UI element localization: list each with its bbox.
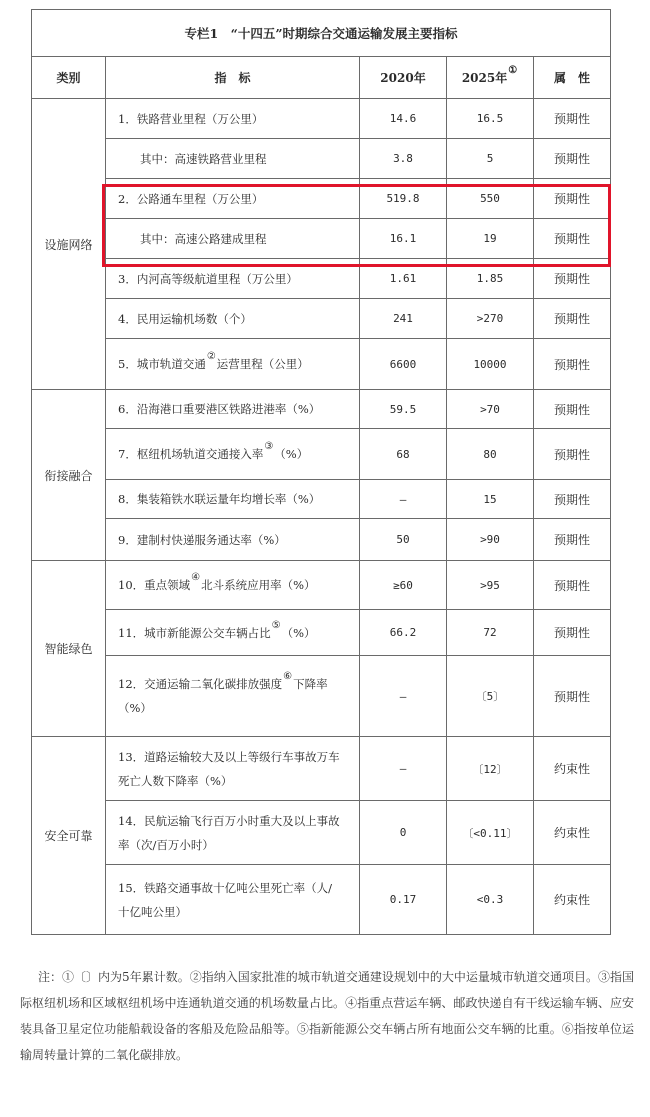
indicator-cell: 4．民用运输机场数（个） (106, 299, 360, 339)
indicators-table (31, 9, 611, 935)
value-2020: ≥60 (360, 561, 447, 610)
table-row (32, 339, 611, 390)
value-2020: 50 (360, 519, 447, 561)
value-2020: — (360, 737, 447, 801)
table-row (32, 561, 611, 610)
value-2020: — (360, 480, 447, 519)
indicator-cell: 1．铁路营业里程（万公里） (106, 99, 360, 139)
header-category: 类别 (32, 57, 106, 99)
indicator-cell (106, 561, 360, 610)
attribute-cell: 预期性 (534, 299, 611, 339)
table-row (32, 519, 611, 561)
value-2025: 15 (447, 480, 534, 519)
highlight-box (102, 184, 611, 267)
indicator-text: 10．重点领域 (118, 578, 191, 592)
attribute-cell: 预期性 (534, 219, 611, 259)
indicator-text: 北斗系统应用率（%） (201, 578, 316, 592)
value-2025: 72 (447, 610, 534, 656)
category-connection-integration: 衔接融合 (32, 390, 106, 561)
category-facility-network: 设施网络 (32, 99, 106, 390)
indicator-text: （%） (281, 625, 316, 640)
attribute-cell: 约束性 (534, 801, 611, 865)
attribute-cell: 预期性 (534, 561, 611, 610)
value-2025: 〔<0.11〕 (447, 801, 534, 865)
value-2020: — (360, 656, 447, 737)
value-2020: 1.61 (360, 259, 447, 299)
attribute-cell: 预期性 (534, 99, 611, 139)
value-2025: >90 (447, 519, 534, 561)
value-2025: >270 (447, 299, 534, 339)
indicator-cell (106, 656, 360, 737)
indicator-cell: 8．集装箱铁水联运量年均增长率（%） (106, 480, 360, 519)
indicator-cell: 2．公路通车里程（万公里） (106, 179, 360, 219)
header-2025-note: ① (508, 65, 518, 76)
indicator-cell (106, 801, 360, 865)
table-row (32, 737, 611, 801)
value-2025: 5 (447, 139, 534, 179)
value-2025: 16.5 (447, 99, 534, 139)
indicator-cell: 6．沿海港口重要港区铁路进港率（%） (106, 390, 360, 429)
value-2020: 241 (360, 299, 447, 339)
indicator-cell: 9．建制村快递服务通达率（%） (106, 519, 360, 561)
indicator-text: 15．铁路交通事故十亿吨公里死亡率（人/ (118, 880, 333, 895)
indicator-cell: 3．内河高等级航道里程（万公里） (106, 259, 360, 299)
indicator-text: 7．枢纽机场轨道交通接入率 (118, 447, 264, 461)
attribute-cell: 预期性 (534, 339, 611, 390)
indicator-cell (106, 610, 360, 656)
indicator-text: 14．民航运输飞行百万小时重大及以上事故 (118, 813, 340, 828)
footnote-marker: ⑥ (283, 671, 293, 682)
value-2025: 80 (447, 429, 534, 480)
indicator-text: （%） (274, 447, 309, 461)
table-row (32, 299, 611, 339)
indicator-cell (106, 865, 360, 935)
value-2020: 519.8 (360, 179, 447, 219)
indicator-text: 下降率 (293, 677, 328, 691)
value-2025: 〔5〕 (447, 656, 534, 737)
indicator-text: （%） (118, 701, 152, 715)
attribute-cell: 预期性 (534, 179, 611, 219)
indicator-text: 13．道路运输较大及以上等级行车事故万车 (118, 749, 340, 764)
header-2020: 2020年 (360, 57, 447, 99)
value-2025: 19 (447, 219, 534, 259)
indicator-text: 死亡人数下降率（%） (118, 773, 233, 788)
indicator-cell (106, 429, 360, 480)
value-2025: >95 (447, 561, 534, 610)
value-2025: 10000 (447, 339, 534, 390)
footnote-marker: ③ (264, 441, 274, 452)
indicator-text: 十亿吨公里） (118, 904, 187, 919)
table-row (32, 656, 611, 737)
indicator-text: 运营里程（公里） (216, 357, 309, 371)
header-2025-label: 2025年 (461, 71, 508, 85)
attribute-cell: 预期性 (534, 259, 611, 299)
table-row (32, 99, 611, 139)
attribute-cell: 预期性 (534, 519, 611, 561)
header-indicator: 指 标 (106, 57, 360, 99)
value-2020: 59.5 (360, 390, 447, 429)
table-row (32, 429, 611, 480)
header-attribute: 属 性 (534, 57, 611, 99)
value-2020: 3.8 (360, 139, 447, 179)
category-smart-green: 智能绿色 (32, 561, 106, 737)
table-row (32, 865, 611, 935)
table-row (32, 801, 611, 865)
indicator-text: 率（次/百万小时） (118, 837, 214, 852)
footnote-marker: ④ (191, 572, 201, 583)
value-2020: 6600 (360, 339, 447, 390)
header-2025 (447, 57, 534, 99)
value-2020: 0 (360, 801, 447, 865)
indicator-cell (106, 339, 360, 390)
attribute-cell: 预期性 (534, 139, 611, 179)
attribute-cell: 预期性 (534, 610, 611, 656)
attribute-cell: 预期性 (534, 480, 611, 519)
table-title: 专栏1 “十四五”时期综合交通运输发展主要指标 (32, 10, 611, 57)
footnote-marker: ② (206, 351, 216, 362)
indicator-cell (106, 737, 360, 801)
table-row (32, 610, 611, 656)
value-2025: >70 (447, 390, 534, 429)
value-2020: 14.6 (360, 99, 447, 139)
value-2025: 〔12〕 (447, 737, 534, 801)
value-2020: 66.2 (360, 610, 447, 656)
value-2020: 16.1 (360, 219, 447, 259)
value-2020: 68 (360, 429, 447, 480)
attribute-cell: 约束性 (534, 865, 611, 935)
attribute-cell: 预期性 (534, 390, 611, 429)
indicator-cell: 其中：高速铁路营业里程 (106, 139, 360, 179)
table-row (32, 480, 611, 519)
attribute-cell: 约束性 (534, 737, 611, 801)
value-2020: 0.17 (360, 865, 447, 935)
indicator-text: 5．城市轨道交通 (118, 357, 206, 371)
indicator-text: 12．交通运输二氧化碳排放强度 (118, 677, 283, 691)
value-2025: 550 (447, 179, 534, 219)
table-row (32, 390, 611, 429)
footnote-marker: ⑤ (271, 619, 281, 631)
value-2025: <0.3 (447, 865, 534, 935)
footnotes: 注：①〔〕内为5年累计数。②指纳入国家批准的城市轨道交通建设规划中的大中运量城市轨道交通项目。③指国际枢纽机场和区域枢纽机场中连通轨道交通的机场数量占比。④指重点营运车辆、邮政快递自有干线运输车辆、应安装具备卫星定位功能船载设备的客船及危险品船等。⑤指新能源公交车辆占所有地面公交车辆的比重。⑥指按单位运输周转量计算的二氧化碳排放。 (20, 970, 634, 1062)
attribute-cell: 预期性 (534, 656, 611, 737)
category-safe-reliable: 安全可靠 (32, 737, 106, 935)
indicator-cell: 其中：高速公路建成里程 (106, 219, 360, 259)
indicator-text: 11．城市新能源公交车辆占比 (118, 625, 271, 640)
table-row (32, 139, 611, 179)
value-2025: 1.85 (447, 259, 534, 299)
attribute-cell: 预期性 (534, 429, 611, 480)
